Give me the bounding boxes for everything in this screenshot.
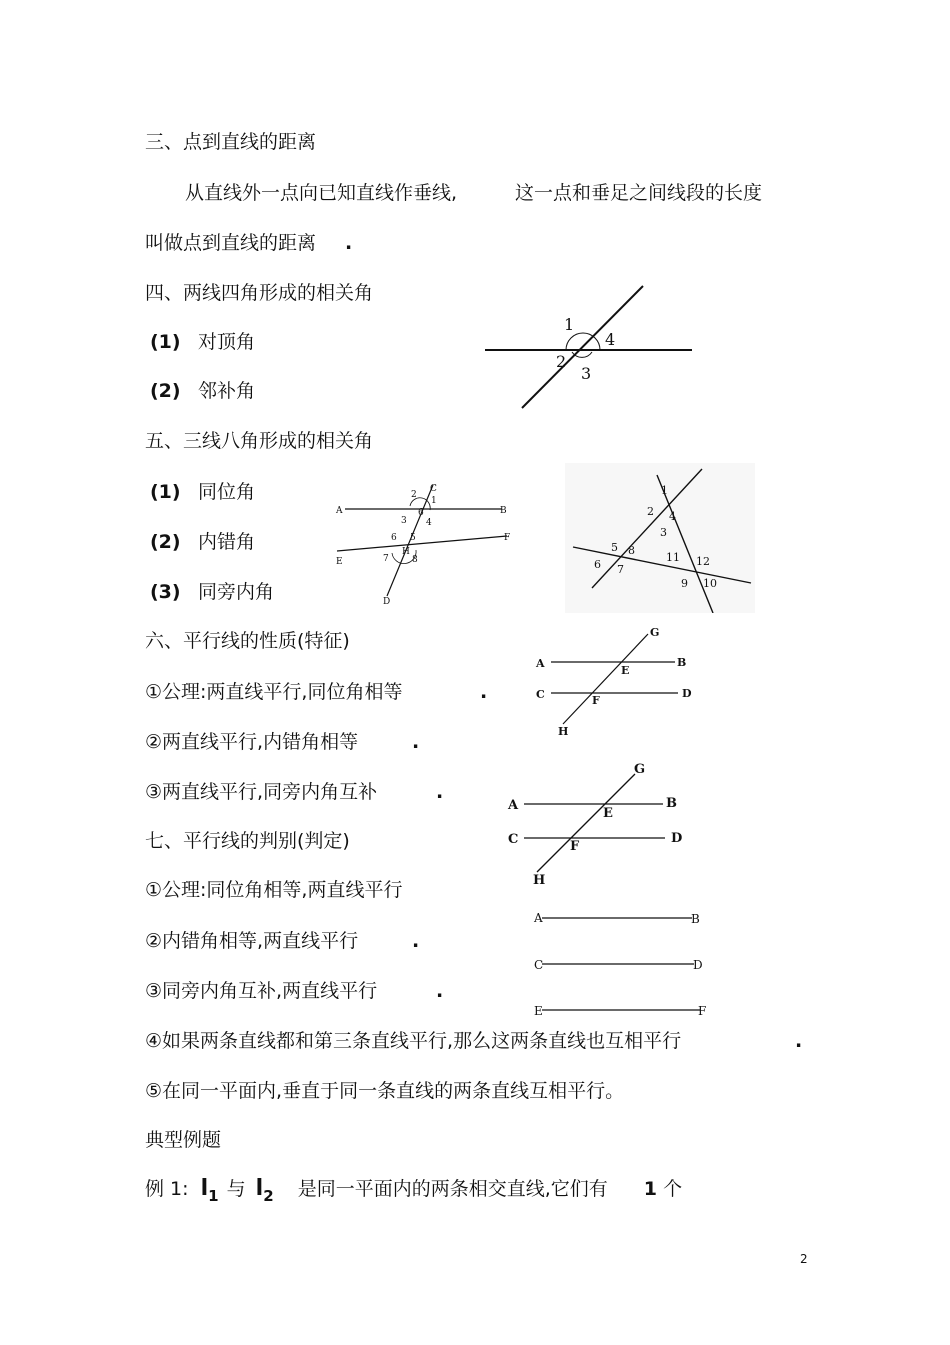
fig6-label-E: E <box>534 1004 543 1018</box>
s4-item2: 邻补角 <box>198 380 256 402</box>
s5-item2-num: (2) <box>150 531 181 553</box>
fig4-label-B: B <box>677 656 687 669</box>
fig5-label-E: E <box>603 806 613 821</box>
fig5-label-C: C <box>508 832 519 847</box>
transversal-gh <box>563 634 648 724</box>
fig3-label-10: 10 <box>703 577 717 590</box>
figure-parallel-judgement <box>500 762 690 890</box>
s3-line1b: 这一点和垂足之间线段的长度 <box>515 182 763 204</box>
s7-item3-dot: . <box>436 980 444 1002</box>
line-ef <box>337 536 507 551</box>
fig4-label-G: G <box>650 626 660 639</box>
figure-two-lines <box>480 280 700 415</box>
s7-item4-dot: . <box>795 1030 803 1052</box>
s6-item2-dot: . <box>412 731 420 753</box>
fig2-label-E: E <box>336 557 343 567</box>
angle-arc-lower <box>572 352 592 357</box>
example1-line <box>145 1176 683 1205</box>
examples-title: 典型例题 <box>145 1129 222 1151</box>
fig3-label-9: 9 <box>681 577 688 590</box>
section6-title: 六、平行线的性质(特征) <box>145 630 350 652</box>
figure-parallel-properties <box>530 622 700 740</box>
ex1-text: 是同一平面内的两条相交直线,它们有 <box>297 1178 608 1200</box>
ex1-count: 1 <box>643 1178 658 1200</box>
fig6-label-A: A <box>534 911 543 925</box>
fig4-label-A: A <box>536 657 545 670</box>
fig3-label-12: 12 <box>696 555 710 568</box>
s6-item3: ③两直线平行,同旁内角互补 <box>145 781 378 803</box>
fig4-label-C: C <box>536 688 545 701</box>
fig2-label-D: D <box>383 597 391 607</box>
ex1-sub1: 1 <box>208 1187 219 1205</box>
s6-item1: ①公理:两直线平行,同位角相等 <box>145 681 403 703</box>
fig3-label-5: 5 <box>611 541 618 554</box>
fig1-label-4: 4 <box>605 330 616 349</box>
fig6-label-B: B <box>691 912 700 926</box>
fig3-label-8: 8 <box>628 544 635 557</box>
fig2-label-8: 8 <box>412 555 418 565</box>
fig2-label-7: 7 <box>383 554 389 564</box>
fig5-label-H: H <box>533 873 546 888</box>
fig2-label-2: 2 <box>411 490 417 500</box>
s7-item1: ①公理:同位角相等,两直线平行 <box>145 879 403 901</box>
fig4-label-D: D <box>682 687 692 700</box>
s3-line2a: 叫做点到直线的距离 <box>145 232 317 254</box>
transversal-gh <box>537 774 635 872</box>
fig4-label-F: F <box>592 694 600 707</box>
s7-item4: ④如果两条直线都和第三条直线平行,那么这两条直线也互相平行 <box>145 1030 682 1052</box>
s7-item2-dot: . <box>412 930 420 952</box>
s4-item1: 对顶角 <box>198 331 256 353</box>
fig2-inner-six: 6 <box>418 508 424 518</box>
fig4-label-E: E <box>621 664 630 677</box>
page-number: 2 <box>800 1252 808 1266</box>
s5-item1: 同位角 <box>198 481 256 503</box>
ex1-with: 与 <box>226 1178 246 1200</box>
fig3-label-4: 4 <box>669 510 676 523</box>
fig1-label-1: 1 <box>564 315 575 334</box>
fig2-label-6: 6 <box>391 533 397 543</box>
s7-item2: ②内错角相等,两直线平行 <box>145 930 359 952</box>
fig2-label-C: C <box>430 484 437 494</box>
s6-item2: ②两直线平行,内错角相等 <box>145 731 359 753</box>
fig5-label-B: B <box>666 796 677 811</box>
slanted-line <box>522 286 643 408</box>
s4-item2-num: (2) <box>150 380 181 402</box>
s5-item2: 内错角 <box>198 531 256 553</box>
fig2-label-5: 5 <box>410 533 416 543</box>
fig3-label-2: 2 <box>647 505 654 518</box>
section3-title: 三、点到直线的距离 <box>145 131 317 153</box>
ex1-label: 例 1: <box>145 1178 189 1200</box>
figure-three-parallel <box>532 905 712 1025</box>
fig3-label-11: 11 <box>666 551 680 564</box>
s6-item3-dot: . <box>436 781 444 803</box>
s3-line2b: . <box>345 232 353 254</box>
s7-item5: ⑤在同一平面内,垂直于同一条直线的两条直线互相平行。 <box>145 1080 625 1102</box>
fig1-label-2: 2 <box>556 352 567 371</box>
s7-item3: ③同旁内角互补,两直线平行 <box>145 980 378 1002</box>
fig3-label-3: 3 <box>660 526 667 539</box>
figure-three-lines-lettered <box>330 478 520 608</box>
fig2-label-3: 3 <box>401 516 407 526</box>
ex1-l2: l <box>255 1176 264 1201</box>
fig5-label-A: A <box>508 798 519 813</box>
ex1-sub2: 2 <box>263 1187 274 1205</box>
s5-item3-num: (3) <box>150 581 181 603</box>
s3-line1a: 从直线外一点向已知直线作垂线, <box>185 182 458 204</box>
fig5-label-F: F <box>570 839 580 854</box>
s5-item1-num: (1) <box>150 481 181 503</box>
section4-title: 四、两线四角形成的相关角 <box>145 282 374 304</box>
fig3-label-7: 7 <box>617 563 624 576</box>
fig2-label-F: F <box>504 533 511 543</box>
fig1-label-3: 3 <box>581 364 592 383</box>
fig3-label-6: 6 <box>594 558 601 571</box>
fig6-label-F: F <box>698 1004 707 1018</box>
s6-item1-dot: . <box>480 681 488 703</box>
fig6-label-C: C <box>534 958 544 972</box>
fig5-label-D: D <box>671 831 683 846</box>
fig2-label-A: A <box>336 506 343 516</box>
fig5-label-G: G <box>634 762 646 777</box>
fig4-label-H: H <box>558 725 569 738</box>
fig2-label-H: H <box>402 547 410 557</box>
section7-title: 七、平行线的判别(判定) <box>145 830 350 852</box>
figure-three-lines-numbered <box>565 463 755 613</box>
fig3-label-1: 1 <box>661 484 668 497</box>
s5-item3: 同旁内角 <box>198 581 275 603</box>
s4-item1-num: (1) <box>150 331 181 353</box>
ex1-unit: 个 <box>663 1178 683 1200</box>
fig2-label-B: B <box>500 506 507 516</box>
fig2-label-4: 4 <box>426 518 432 528</box>
ex1-l1: l <box>200 1176 209 1201</box>
fig6-label-D: D <box>693 958 703 972</box>
section5-title: 五、三线八角形成的相关角 <box>145 430 374 452</box>
fig2-label-1: 1 <box>431 496 437 506</box>
